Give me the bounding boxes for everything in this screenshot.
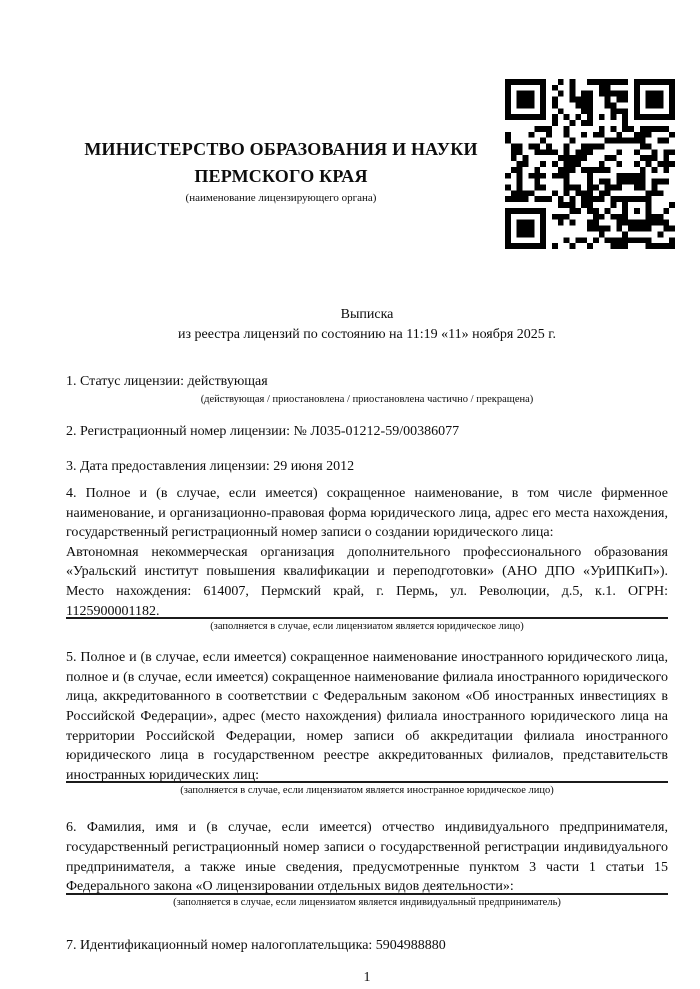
legal-entity-caption: (заполняется в случае, если лицензиатом является юридическое лицо) (210, 621, 524, 633)
ministry-caption: (наименование лицензирующего органа) (185, 192, 377, 204)
ministry-name-line1: МИНИСТЕРСТВО ОБРАЗОВАНИЯ И НАУКИ (84, 139, 478, 159)
individual-entrepreneur-label: 6. Фамилия, имя и (в случае, если имеется) отчество индивидуального предпринимателя, государственный регистрационный номер записи о государственной регистрации индивидуального предпринимателя, а также иные сведения, предусмотренные пунктом 3 части 1 статьи 15 Федерального закона «О лицензировании отдельных видов деятельности»: (66, 820, 668, 895)
document-title-line2: из реестра лицензий по состоянию на 11:19 «11» ноября 2025 г. (178, 327, 556, 342)
license-status-caption: (действующая / приостановлена / приостановлена частично / прекращена) (200, 394, 534, 405)
document-title (66, 305, 668, 345)
document-title-line1: Выписка (340, 307, 394, 322)
legal-entity-label: 4. Полное и (в случае, если имеется) сокращенное наименование, в том числе фирменное наименование, и организационно-правовая форма юридического лица, адрес его места нахождения, государственный регистрационный номер записи о создании юридического лица: (66, 486, 668, 541)
foreign-entity-label: 5. Полное и (в случае, если имеется) сокращенное наименование иностранного юридического лица, полное и (в случае, если имеется) сокращенное наименование филиала иностранного юридического лица, аккредитованного в соответствии с Федеральным законом «Об иностранных инвестициях в Российской Федерации», адрес (место нахождения) филиала иностранного юридического лица на территории Российской Федерации, номер записи об аккредитации филиала иностранного юридического лица в государственном реестре аккредитованных филиалов, представительств иностранных юридических лиц: (66, 650, 668, 783)
license-status: 1. Статус лицензии: действующая (66, 374, 268, 389)
legal-entity-value: Автономная некоммерческая организация дополнительного профессионального образования «Уральский институт повышения квалификации и переподготовки» (АНО ДПО «УрИПКиП»). Место нахождения: 614007, Пермский край, г. Пермь, ул. Революции, д.5, к.1. ОГРН: 1125900001182. (66, 544, 668, 619)
foreign-entity-caption: (заполняется в случае, если лицензиатом является иностранное юридическое лицо) (180, 785, 554, 797)
ministry-name-line2: ПЕРМСКОГО КРАЯ (194, 166, 368, 186)
license-grant-date: 3. Дата предоставления лицензии: 29 июня 2012 (66, 459, 355, 474)
qr-code (505, 79, 675, 249)
taxpayer-id: 7. Идентификационный номер налогоплательщика: 5904988880 (66, 937, 446, 953)
licensing-authority (66, 136, 496, 205)
document-header (66, 0, 668, 249)
individual-entrepreneur-caption: (заполняется в случае, если лицензиатом является индивидуальный предприниматель) (173, 896, 561, 908)
license-registration-number: 2. Регистрационный номер лицензии: № Л035-01212-59/00386077 (66, 424, 460, 439)
page-number: 1 (363, 969, 371, 985)
